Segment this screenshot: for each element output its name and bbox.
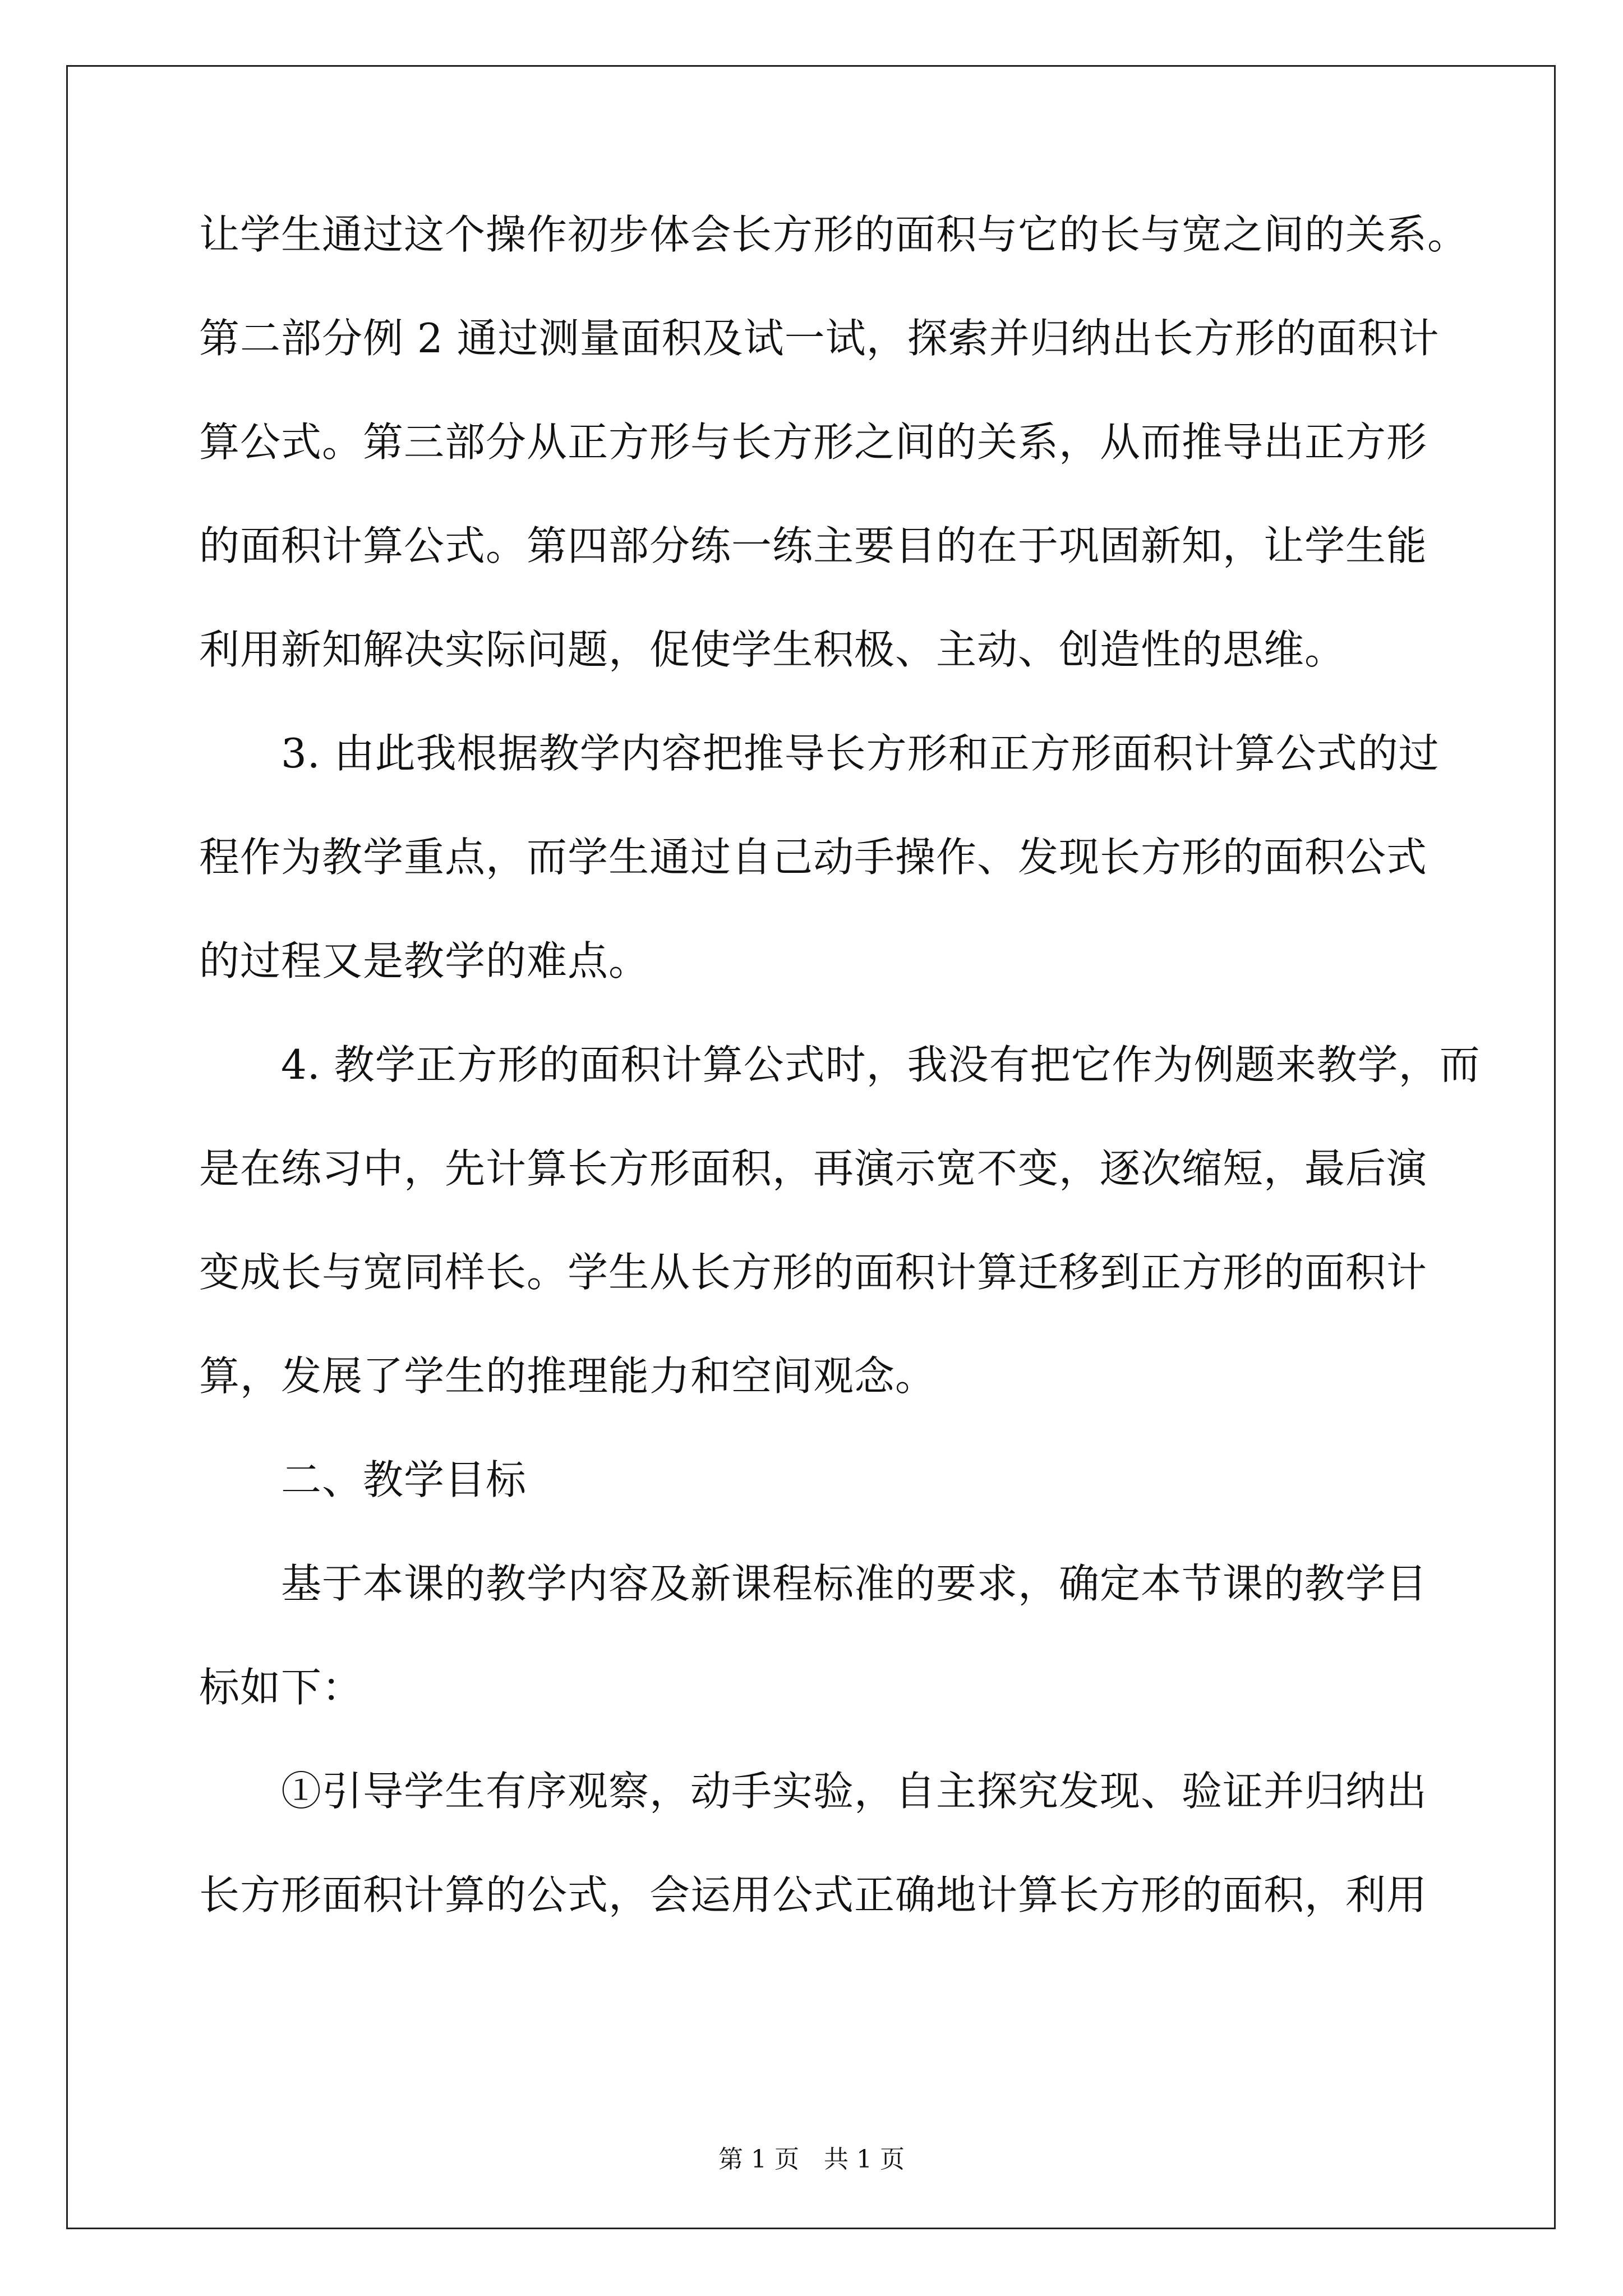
text-line: 的过程又是教学的难点。 (199, 937, 650, 984)
page-number-footer: 第 1 页 共 1 页 (718, 2145, 905, 2174)
text-line: 4. 教学正方形的面积计算公式时，我没有把它作为例题来教学，而 (281, 1041, 1481, 1088)
text-line: 标如下： (199, 1664, 363, 1711)
text-line: 算，发展了学生的推理能力和空间观念。 (199, 1352, 937, 1400)
text-line: 的面积计算公式。第四部分练一练主要目的在于巩固新知，让学生能 (199, 522, 1428, 569)
text-line: ①引导学生有序观察，动手实验，自主探究发现、验证并归纳出 (281, 1768, 1428, 1815)
text-line: 利用新知解决实际问题，促使学生积极、主动、创造性的思维。 (199, 626, 1346, 673)
text-line: 让学生通过这个操作初步体会长方形的面积与它的长与宽之间的关系。 (199, 211, 1469, 258)
text-line: 算公式。第三部分从正方形与长方形之间的关系，从而推导出正方形 (199, 418, 1428, 466)
text-line: 基于本课的教学内容及新课程标准的要求，确定本节课的教学目 (281, 1560, 1428, 1607)
text-line: 第二部分例 2 通过测量面积及试一试，探索并归纳出长方形的面积计 (199, 315, 1440, 362)
text-line: 程作为教学重点，而学生通过自己动手操作、发现长方形的面积公式 (199, 834, 1428, 881)
text-line: 长方形面积计算的公式，会运用公式正确地计算长方形的面积，利用 (199, 1871, 1428, 1918)
text-line: 是在练习中，先计算长方形面积，再演示宽不变，逐次缩短，最后演 (199, 1145, 1428, 1192)
text-line: 变成长与宽同样长。学生从长方形的面积计算迁移到正方形的面积计 (199, 1249, 1428, 1296)
text-line: 3. 由此我根据教学内容把推导长方形和正方形面积计算公式的过 (281, 730, 1440, 777)
section-heading: 二、教学目标 (281, 1456, 527, 1503)
